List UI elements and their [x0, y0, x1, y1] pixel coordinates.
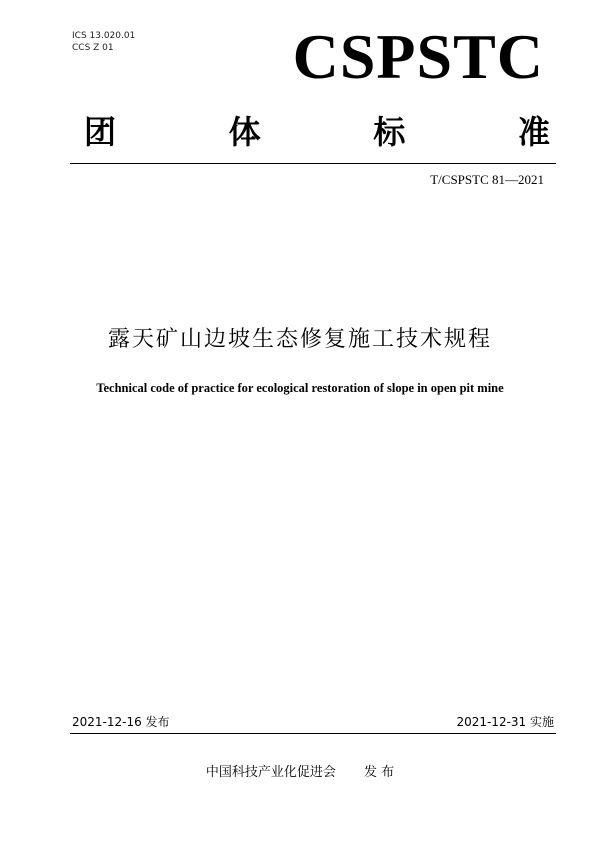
chinese-title: 露天矿山边坡生态修复施工技术规程: [107, 327, 492, 352]
ics-code: ICS 13.020.01: [72, 31, 136, 41]
standard-type-heading: [84, 112, 550, 152]
bottom-divider: [70, 733, 556, 734]
standard-type-char: 体: [228, 113, 261, 151]
ccs-code: CCS Z 01: [72, 43, 114, 53]
classification-codes: [72, 30, 135, 54]
publisher-name: 中国科技产业化促进会: [205, 765, 336, 780]
standard-number: T/CSPSTC 81—2021: [430, 172, 544, 187]
publisher-action: 发 布: [363, 765, 395, 780]
organization-logo-text: CSPSTC: [292, 21, 544, 92]
implement-date: 2021-12-31 实施: [456, 715, 554, 729]
english-title: Technical code of practice for ecological restoration of slope in open pit mine: [96, 381, 504, 395]
standard-type-char: 标: [373, 113, 406, 151]
publish-date: 2021-12-16 发布: [72, 715, 170, 729]
top-divider: [70, 163, 556, 164]
publisher-line: [0, 764, 600, 782]
standard-type-char: 准: [517, 113, 550, 151]
standard-type-char: 团: [84, 113, 117, 151]
